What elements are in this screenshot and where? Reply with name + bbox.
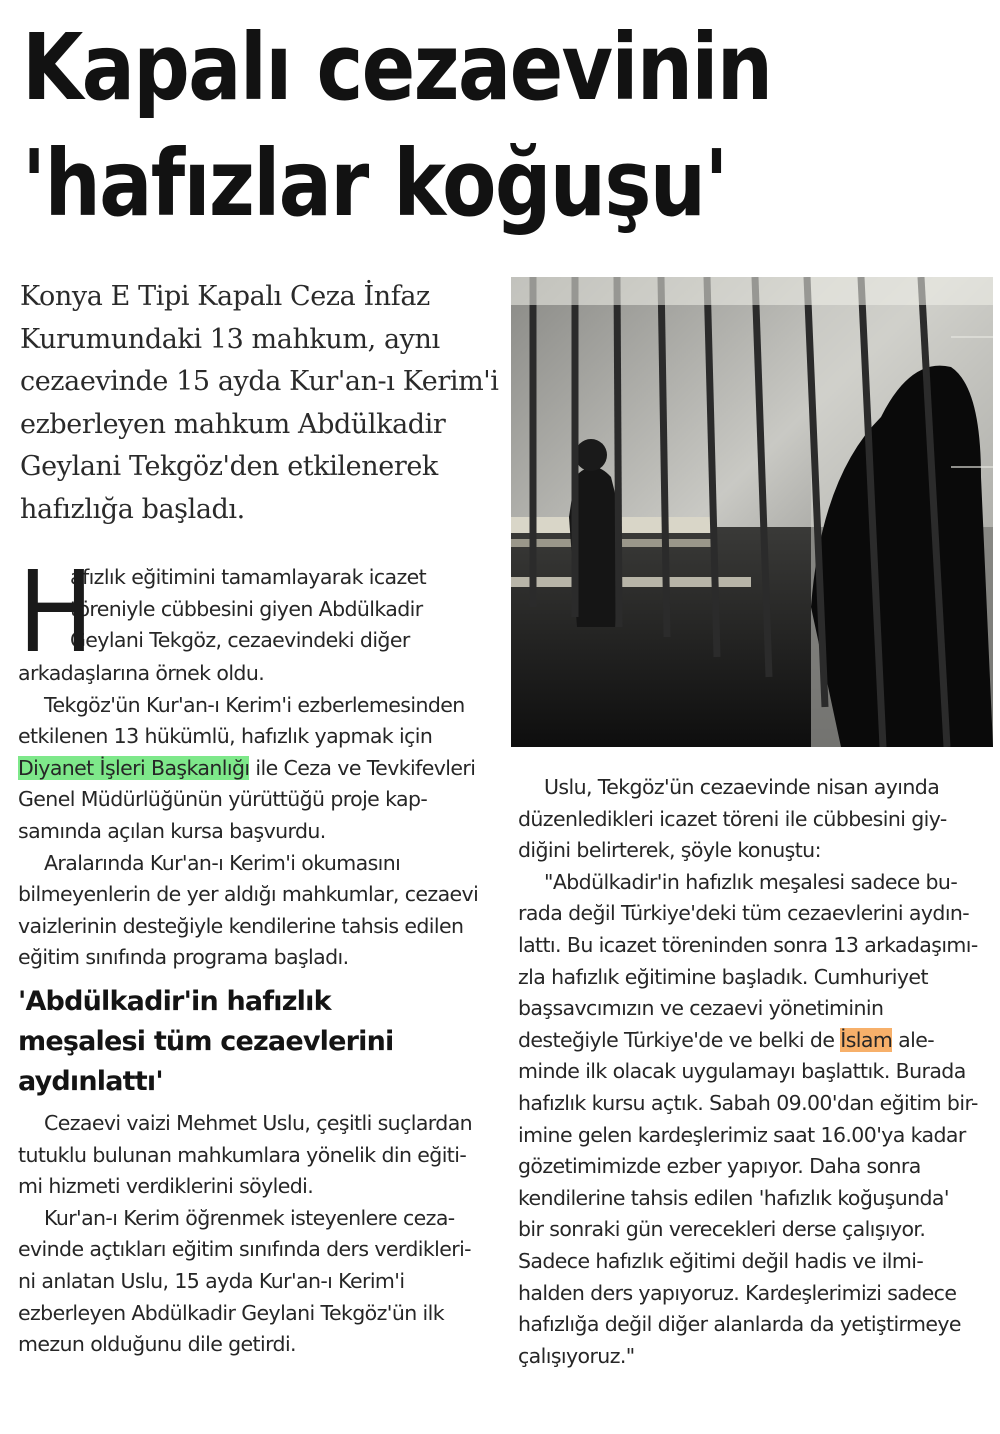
text-line: [518, 1025, 983, 1057]
headline-line-1: Kapalı cezaevinin: [22, 14, 772, 121]
quote-paragraph: [518, 867, 983, 1373]
text-line: bir sonraki gün verecekleri derse çalışıyor.: [518, 1217, 926, 1242]
text-line: hafızlık kursu açtık. Sabah 09.00'dan eğitim bir-: [518, 1090, 978, 1115]
lead-line: hafızlığa başladı.: [20, 493, 245, 525]
text-line: rada değil Türkiye'deki tüm cezaevlerini aydın-: [518, 901, 970, 926]
text-fragment: ile Ceza ve Tevkifevleri: [249, 755, 476, 780]
text-line: hafızlığa değil diğer alanlarda da yetiştirmeye: [518, 1312, 961, 1337]
text-line: ni anlatan Uslu, 15 ayda Kur'an-ı Kerim'i: [18, 1268, 405, 1293]
text-line: mi hizmeti verdiklerini söyledi.: [18, 1174, 314, 1199]
text-line: başsavcımızın ve cezaevi yönetiminin: [518, 996, 884, 1021]
text-fragment: ale-: [892, 1027, 935, 1052]
text-line: imine gelen kardeşlerimiz saat 16.00'ya kadar: [518, 1122, 966, 1147]
text-line: Cezaevi vaizi Mehmet Uslu, çeşitli suçlardan: [44, 1110, 473, 1135]
text-line: düzenledikleri icazet töreni ile cübbesini giy-: [518, 806, 947, 831]
text-line: tutuklu bulunan mahkumlara yönelik din eğiti-: [18, 1142, 467, 1167]
lead-line: ezberleyen mahkum Abdülkadir: [20, 408, 446, 440]
prison-photo: [511, 277, 993, 747]
paragraph: [518, 772, 983, 867]
text-line: etkilenen 13 hükümlü, hafızlık yapmak için: [18, 724, 433, 749]
headline: [22, 10, 848, 242]
text-line: arkadaşlarına örnek oldu.: [18, 661, 265, 685]
text-line: "Abdülkadir'in hafızlık meşalesi sadece bu-: [544, 869, 958, 894]
text-line: çalışıyoruz.": [518, 1343, 635, 1368]
text-line: mezun olduğunu dile getirdi.: [18, 1332, 296, 1357]
text-line: zla hafızlık eğitimine başladık. Cumhuriyet: [518, 964, 928, 989]
text-line: eğitim sınıfında programa başladı.: [18, 945, 349, 970]
subheading-line: aydınlattı': [18, 1065, 163, 1097]
text-line: diğini belirterek, şöyle konuştu:: [518, 838, 821, 863]
text-line: Tekgöz'ün Kur'an-ı Kerim'i ezberlemesinden: [44, 692, 465, 717]
text-line: ezberleyen Abdülkadir Geylani Tekgöz'ün ilk: [18, 1300, 444, 1325]
text-line: Geylani Tekgöz, cezaevindeki diğer: [70, 628, 410, 653]
text-line: Genel Müdürlüğünün yürüttüğü proje kap-: [18, 787, 428, 812]
text-line: Kur'an-ı Kerim öğrenmek isteyenlere ceza-: [44, 1205, 455, 1230]
lead-line: Konya E Tipi Kapalı Ceza İnfaz: [20, 281, 430, 312]
paragraph: [18, 1108, 488, 1203]
subheading-line: meşalesi tüm cezaevlerini: [18, 1025, 394, 1057]
lead-line: Kurumundaki 13 mahkum, aynı: [20, 323, 440, 355]
text-line: [18, 753, 488, 785]
text-fragment: desteğiyle Türkiye'de ve belki de: [518, 1027, 841, 1052]
highlighted-text: Diyanet İşleri Başkanlığı: [18, 755, 250, 780]
subheading-line: 'Abdülkadir'in hafızlık: [18, 985, 331, 1017]
headline-line-2: 'hafızlar koğuşu': [22, 130, 727, 237]
paragraph: [18, 848, 488, 974]
text-line: lattı. Bu icazet töreninden sonra 13 arkadaşımı-: [518, 932, 978, 957]
right-column: [518, 772, 983, 1372]
text-line: Uslu, Tekgöz'ün cezaevinde nisan ayında: [544, 775, 940, 799]
text-line: bilmeyenlerin de yer aldığı mahkumlar, cezaevi: [18, 882, 479, 907]
text-line: afızlık eğitimini tamamlayarak icazet: [70, 565, 427, 589]
lead-line: cezaevinde 15 ayda Kur'an-ı Kerim'i: [20, 366, 499, 397]
paragraph: [18, 690, 488, 848]
text-line: samında açılan kursa başvurdu.: [18, 818, 326, 843]
left-column: [18, 548, 488, 1361]
text-line: Aralarında Kur'an-ı Kerim'i okumasını: [44, 850, 401, 875]
prison-bars-illustration: [511, 277, 993, 747]
text-line: halden ders yapıyoruz. Kardeşlerimizi sadece: [518, 1280, 957, 1305]
text-line: minde ilk olacak uygulamayı başlattık. Burada: [518, 1059, 966, 1084]
text-line: gözetimimizde ezber yapıyor. Daha sonra: [518, 1154, 921, 1179]
subheading: [18, 982, 488, 1102]
lead-line: Geylani Tekgöz'den etkilenerek: [20, 451, 438, 482]
drop-cap: H: [18, 548, 94, 678]
paragraph: [18, 1203, 488, 1361]
text-line: Sadece hafızlık eğitimi değil hadis ve ilmi-: [518, 1248, 924, 1273]
lead-paragraph: [20, 276, 499, 531]
text-line: evinde açtıkları eğitim sınıfında ders verdikleri-: [18, 1237, 471, 1262]
text-line: töreniyle cübbesini giyen Abdülkadir: [70, 596, 423, 621]
intro-paragraph: [18, 548, 488, 690]
text-line: kendilerine tahsis edilen 'hafızlık koğuşunda': [518, 1185, 949, 1210]
text-line: vaizlerinin desteğiyle kendilerine tahsis edilen: [18, 913, 464, 938]
highlighted-text: İslam: [840, 1027, 893, 1052]
